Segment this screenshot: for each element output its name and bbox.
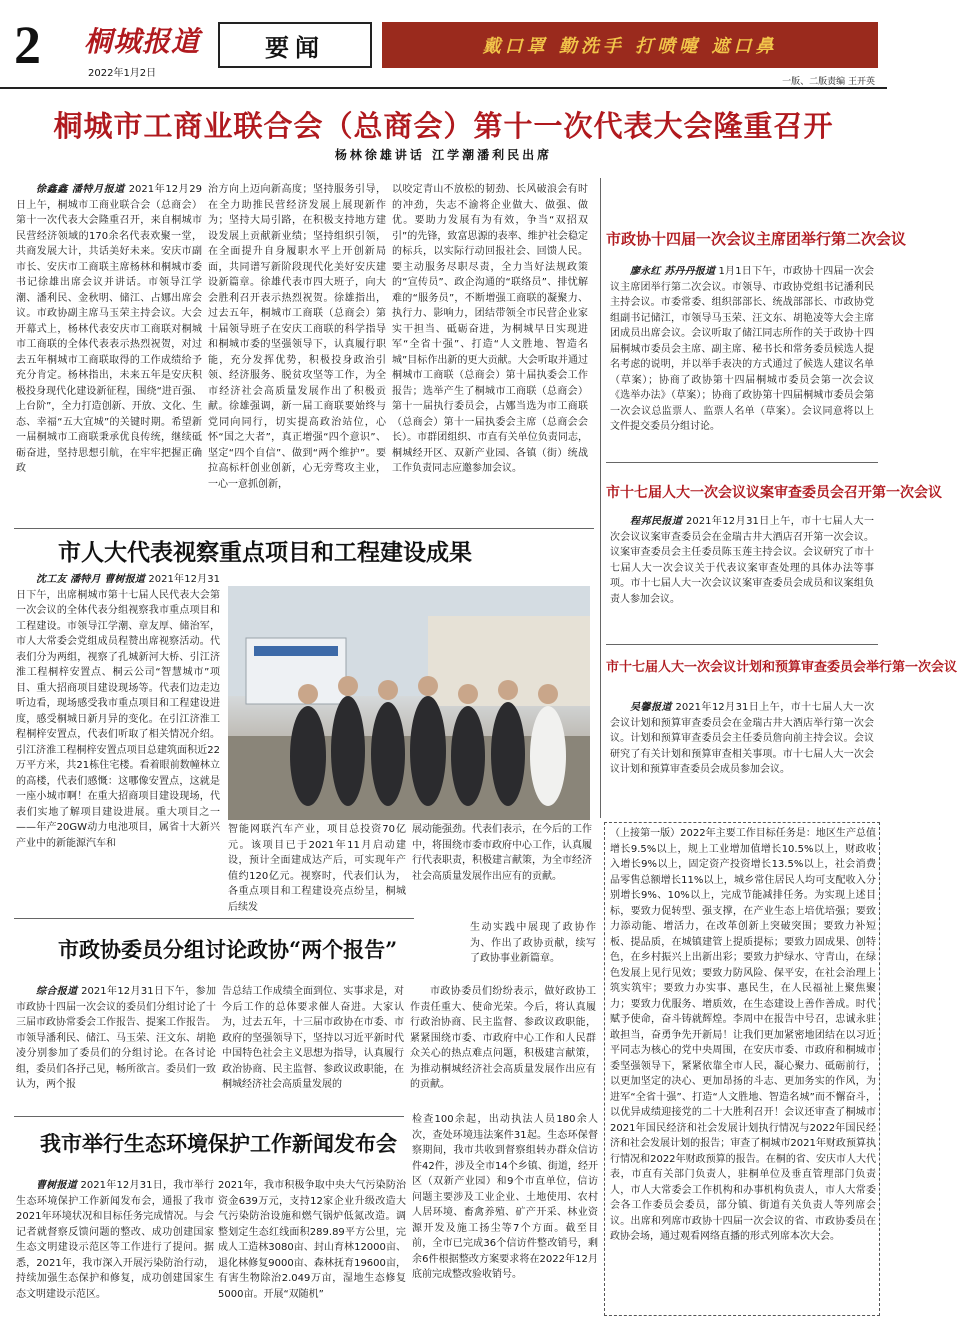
lead-text-3: 以咬定青山不放松的韧劲、长风破浪会有时的冲劲，失志不渝将企业做大、做强、做优。要助力发展有为有效，争当“双招双引”的先锋，致富思源的表率、维护社会稳定的标兵，以实际行动回报社会、回馈人民。要主动服务尽职尽责，全力当好法规政策的“宣传员”、政企沟通的“联络员”、排忧解难的“服务员”，不断增强工商联的凝聚力、执行力、影响力，团结带领全市民营企业家实干担当、砥砺奋进，为桐城早日实现进军“全省十强”、打造“人文胜地、智造名城”目标作出新的更大贡献。大会听取并通过桐城市工商联（总商会）第十届执委会工作报告；选举产生了桐城市工商联（总商会）第十一届执行委员会，占娜当选为市工商联（总商会）第十一届执委会主席（总商会会长）。市群团组织、市直有关单位负责同志，桐城经开区、双新产业园、各镇（街）统战工作负责同志应邀参加会议。 xyxy=(392,184,588,474)
cppcc-groups-headline: 市政协委员分组讨论政协“两个报告” xyxy=(58,937,398,962)
ecology-headline: 我市举行生态环境保护工作新闻发布会 xyxy=(40,1131,397,1156)
npc-inspect-text-2: 智能网联汽车产业，项目总投资70亿元。该项目已于2021年11月启动建设，预计全面建成达产后，可实现年产值约120亿元。视察时，代表们认为，各重点项目和工程建设亮点纷呈，桐城后续发 xyxy=(228,824,406,913)
section-label: 要闻 xyxy=(218,22,372,68)
lead-column-3 xyxy=(392,182,588,522)
cppcc-groups-intro xyxy=(470,920,596,980)
page-number: 2 xyxy=(14,15,41,75)
cppcc-groups-text-2: 告总结工作成绩全面到位、实事求是，对今后工作的总体要求催人奋进。大家认为，过去五年，十三届市政协在市委、市政府的坚强领导下，坚持以习近平新时代中国特色社会主义思想为指导，认真履行政治协商、民主监督、参政议政职能，在桐城经济社会高质量发展的 xyxy=(222,986,404,1090)
lead-text-2: 治方向上迈向新高度；坚持服务引导，在全力助推民营经济发展上展现新作为；坚持大局引路，在积极支持地方建设发展上贡献新业绩；坚持组织引领，在全面提升自身履职水平上开创新局面，共同谱写新阶段现代化美好安庆建设新篇章。徐雄代表市四大班子，向大会胜利召开表示热烈祝贺。徐雄指出，过去五年，桐城市工商联（总商会）第十届领导班子在安庆工商联的科学指导和桐城市委的坚强领导下，认真履行职能，充分发挥优势，积极投身政治引领、经济服务、脱贫攻坚等工作，为全市经济社会高质量发展作出了积极贡献。徐雄强调，新一届工商联要始终与党同向同行，切实提高政治站位，心怀“国之大者”，真正增强“四个意识”、坚定“四个自信”、做到“两个维护”。要拉高标杆创业创新，心无旁骛攻主业，一心一意抓创新， xyxy=(208,184,386,490)
cppcc-groups-intro-text: 生动实践中展现了政协作为、作出了政协贡献，续写了政协事业新篇章。 xyxy=(470,922,596,964)
health-slogan-banner: 戴口罩 勤洗手 打喷嚏 遮口鼻 xyxy=(382,22,878,68)
npc-budget-headline: 市十七届人大一次会议计划和预算审查委员会举行第一次会议 xyxy=(606,660,957,675)
npc-inspect-column-2 xyxy=(228,822,406,916)
header-divider xyxy=(0,87,887,89)
npc-motion-byline: 程邦民报道 xyxy=(630,516,683,527)
lead-headline: 桐城市工商业联合会（总商会）第十一次代表大会隆重召开 xyxy=(53,109,834,143)
npc-inspect-byline: 沈工友 潘特月 曹树报道 xyxy=(36,574,146,585)
lead-column-2 xyxy=(208,182,386,522)
ecology-text-2: 2021年，我市积极争取中央大气污染防治资金639万元，支持12家企业升级改造大气污染防治设施和燃气锅炉低氮改造。调整划定生态红线面积289.89平方公里，完成人工造林3080亩、封山育林12000亩、退化林修复9000亩、森林抚育19600亩，有害生物除治2.049万亩，湿地生态修复5000亩。开展“双随机” xyxy=(218,1180,406,1300)
npc-budget-body xyxy=(610,700,874,812)
npc-inspect-text-1: 2021年12月31日下午，出席桐城市第十七届人民代表大会第一次会议的全体代表分组视察我市重点项目和工程建设。市领导江学潮、章友厚、储治军，市人大常委会党组成员程赞出席视察活动。代表们分为两组，视察了孔城新河大桥、引江济淮工程桐梓安置点、桐云公司“智慧城市”项目、重大招商项目建设现场等。代表们边走边听边看，现场感受我市重点项目和工程建设进度，感受桐城日新月异的变化。在引江济淮工程桐梓安置点，代表们听取了相关情况介绍。引江济淮工程桐梓安置点项目总建筑面积近22万平方米，共21栋住宅楼。看着眼前数幢林立的高楼，代表们感慨：这哪像安置点，这就是一座小城市啊！在重大招商项目建设现场，代表们实地了解项目建设进展。重大项目之一——年产20GW动力电池项目，属省十大新兴产业中的新能源汽车和 xyxy=(16,574,220,849)
divider xyxy=(14,1116,404,1117)
npc-budget-text: 2021年12月31日上午，市十七届人大一次会议计划和预算审查委员会在金瑞古井大酒店举行第一次会议。计划和预算审查委员会主任委员詹向前主持会议。会议研究了有关计划和预算审查相关事项。市十七届人大一次会议计划和预算审查委员会成员参加会议。 xyxy=(610,702,874,775)
inspection-photo xyxy=(228,586,590,820)
divider xyxy=(14,918,414,919)
npc-motion-text: 2021年12月31日上午，市十七届人大一次会议议案审查委员会在金瑞古井大酒店召开第一次会议。议案审查委员会主任委员陈玉莲主持会议。会议研究了市十七届人大一次会议关于代表议案审查处理的具体办法等事项。市十七届人大一次会议议案审查委员会成员和议案组负责人参加会议。 xyxy=(610,516,874,605)
ecology-column-2 xyxy=(218,1178,406,1318)
lead-text-1: 2021年12月29日上午，桐城市工商业联合会（总商会）第十一次代表大会隆重召开，来自桐城市民营经济领域的170余名代表欢聚一堂，共商发展大计，共话美好未来。安庆市副市长、安庆市工商联主席杨林和桐城市委书记徐雄出席会议并讲话。市领导江学潮、潘利民、金秋明、储江、占娜出席会议。市政协副主席马玉荣主持会议。大会开幕式上，杨林代表安庆市工商联对桐城市工商联的全体代表表示热烈祝贺，对过去五年桐城市工商联取得的工作成绩给予充分肯定。杨林指出，未来五年是安庆积极投身现代化建设新征程，围绕“进百强、上台阶”，全力打造创新、开放、文化、生态、幸福“五大宜城”的关键时期。希望新一届桐城市工商联秉承优良传统，继续砥砺奋进，坚持思想引航，在牢牢把握正确政 xyxy=(16,184,202,474)
ecology-text-3: 检查100余起，出动执法人员180余人次，查处环境违法案件31起。生态环保督察期间，我市共收到督察组转办群众信访件42件，涉及全市14个乡镇、街道，经开区（双新产业园）和9个市直单位，信访问题主要涉及工业企业、土地使用、农村人居环境、畜禽养殖、矿产开采、林业资源开发及施工扬尘等7个方面。截至目前，全市已完成36个信访件整改销号，剩余6件根据整改方案要求将在2022年12月底前完成整改验收销号。 xyxy=(412,1114,598,1280)
cppcc-groups-column-1 xyxy=(16,984,216,1106)
cppcc-meeting-byline: 廖永红 苏丹丹报道 xyxy=(630,266,716,277)
lead-column-1 xyxy=(16,182,202,522)
cppcc-groups-column-3 xyxy=(410,984,596,1108)
editor-note: 一版、二版责编 王开英 xyxy=(782,77,875,87)
continued-text: （上接第一版）2022年主要工作目标任务是：地区生产总值增长9.5%以上，规上工业增加值增长10.5%以上，财政收入增长9%以上，固定资产投资增长13.5%以上，社会消费品零售总额增长11%以上，城乡常住居民人均可支配收入分别增长9%、10%以上，完成节能减排任务。为实现上述目标，要致力促转型、强支撑，在产业生态上培优培强；要致力添动能、增活力，在改革创新上突破突围；要致力补短板、提品质，在城镇建管上提质提标；要致力固成果、创特色，在乡村振兴上出新出彩；要致力护绿水、守青山，在绿色发展上见行见效；要致力防风险、保平安，在社会治理上筑实筑牢；要致力办实事、惠民生，在人民福祉上聚焦聚力；要致力优服务、增质效，在生态建设上善作善成。时代赋予使命，奋斗铸就辉煌。李周中在报告中号召，忠诚永驻敢担当，奋勇争先开新局！让我们更加紧密地团结在以习近平同志为核心的党中央周围，在安庆市委、市政府和桐城市委坚强领导下，紧紧依靠全市人民，凝心聚力、砥砺前行，以更加坚定的决心、更加昂扬的斗志、更加务实的作风，为进军“全省十强”、打造“人文胜地、智造名城”而不懈奋斗，以优异成绩迎接党的二十大胜利召开！会议还审查了桐城市2021年国民经济和社会发展计划执行情况与2022年国民经济和社会发展计划的报告；审查了桐城市2021年财政预算执行情况和2022年财政预算的报告。在桐的省、安庆市人大代表，市直有关部门负责人，驻桐单位及垂直管理部门负责人，市人大常委会工作机构和办事机构负责人，市人大常委会各工作委员会委员，部分镇、街道有关负责人等列席会议。出席和列席市政协十四届一次会议的省、市政协委员在政协会场，通过观看网络直播的形式列席本次大会。 xyxy=(610,828,876,1242)
npc-motion-body xyxy=(610,514,874,638)
issue-date: 2022年1月2日 xyxy=(88,68,157,79)
divider xyxy=(606,644,878,645)
cppcc-groups-text-3: 市政协委员们纷纷表示，做好政协工作责任重大、使命光荣。今后，将认真履行政治协商、民主监督、参政议政职能，紧紧围绕市委、市政府中心工作和人民群众关心的热点难点问题，积极建言献策，为推动桐城经济社会高质量发展作出应有的贡献。 xyxy=(410,986,596,1090)
divider xyxy=(14,528,594,529)
ecology-column-1 xyxy=(16,1178,214,1318)
ecology-column-3 xyxy=(412,1112,598,1318)
lead-byline: 徐鑫鑫 潘特月报道 xyxy=(36,184,125,195)
inspection-photo-illustration xyxy=(228,586,590,820)
npc-motion-headline: 市十七届人大一次会议议案审查委员会召开第一次会议 xyxy=(606,485,942,501)
continued-column xyxy=(610,826,876,1312)
cppcc-meeting-body xyxy=(610,264,874,452)
npc-budget-byline: 吴馨报道 xyxy=(630,702,672,713)
ecology-text-1: 2021年12月31日，我市举行生态环境保护工作新闻发布会，通报了我市2021年环境状况和目标任务完成情况。与会记者就督察反馈问题的整改、成功创建国家生态文明建设示范区等工作进行了提问。据悉，2021年，我市深入开展污染防治行动，持续加强生态保护和修复，成功创建国家生态文明建设示范区。 xyxy=(16,1180,215,1300)
divider xyxy=(606,462,878,463)
cppcc-meeting-text: 1月1日下午，市政协十四届一次会议主席团举行第二次会议。市领导、市政协党组书记潘利民主持会议。市委常委、组织部部长、统战部部长、市政协党组副书记储江，市领导马玉荣、汪文东、胡艳凌等大会主席团成员出席会议。会议听取了储江同志所作的关于政协十四届桐城市委员会主席、副主席、秘书长和常务委员候选人提名考虑的说明，并以举手表决的方式通过了候选人建议名单（草案）；协商了政协第十四届桐城市委员会第一次会议《选举办法》（草案）；协商了政协第十四届桐城市委员会第一次会议总监票人、监票人名单（草案）。会议同意将以上文件提交委员分组讨论。 xyxy=(610,266,874,432)
npc-inspect-headline: 市人大代表视察重点项目和工程建设成果 xyxy=(58,539,472,566)
lead-subheadline: 杨林徐雄讲话 江学潮潘利民出席 xyxy=(334,148,553,162)
column-divider xyxy=(600,178,601,818)
npc-inspect-column-3 xyxy=(412,822,592,916)
cppcc-groups-text-1: 2021年12月31日下午，参加市政协十四届一次会议的委员们分组讨论了十三届市政协常委会工作报告、提案工作报告。市领导潘利民、储江、马玉荣、汪文东、胡艳凌分别参加了委员们的分组讨论。在各讨论组，委员们各抒己见，畅所欲言。委员们一致认为，两个报 xyxy=(16,986,216,1090)
cppcc-groups-byline: 综合报道 xyxy=(36,986,78,997)
cppcc-meeting-headline: 市政协十四届一次会议主席团举行第二次会议 xyxy=(606,230,907,248)
newspaper-logo: 桐城报道 xyxy=(84,25,201,58)
masthead xyxy=(0,0,887,88)
cppcc-groups-column-2 xyxy=(222,984,404,1106)
npc-inspect-text-3: 展动能强劲。代表们表示，在今后的工作中，将围绕市委市政府中心工作，认真履行代表职责，积极建言献策，为全市经济社会高质量发展作出应有的贡献。 xyxy=(412,824,592,882)
ecology-byline: 曹树报道 xyxy=(36,1180,78,1191)
npc-inspect-column-1 xyxy=(16,572,220,912)
